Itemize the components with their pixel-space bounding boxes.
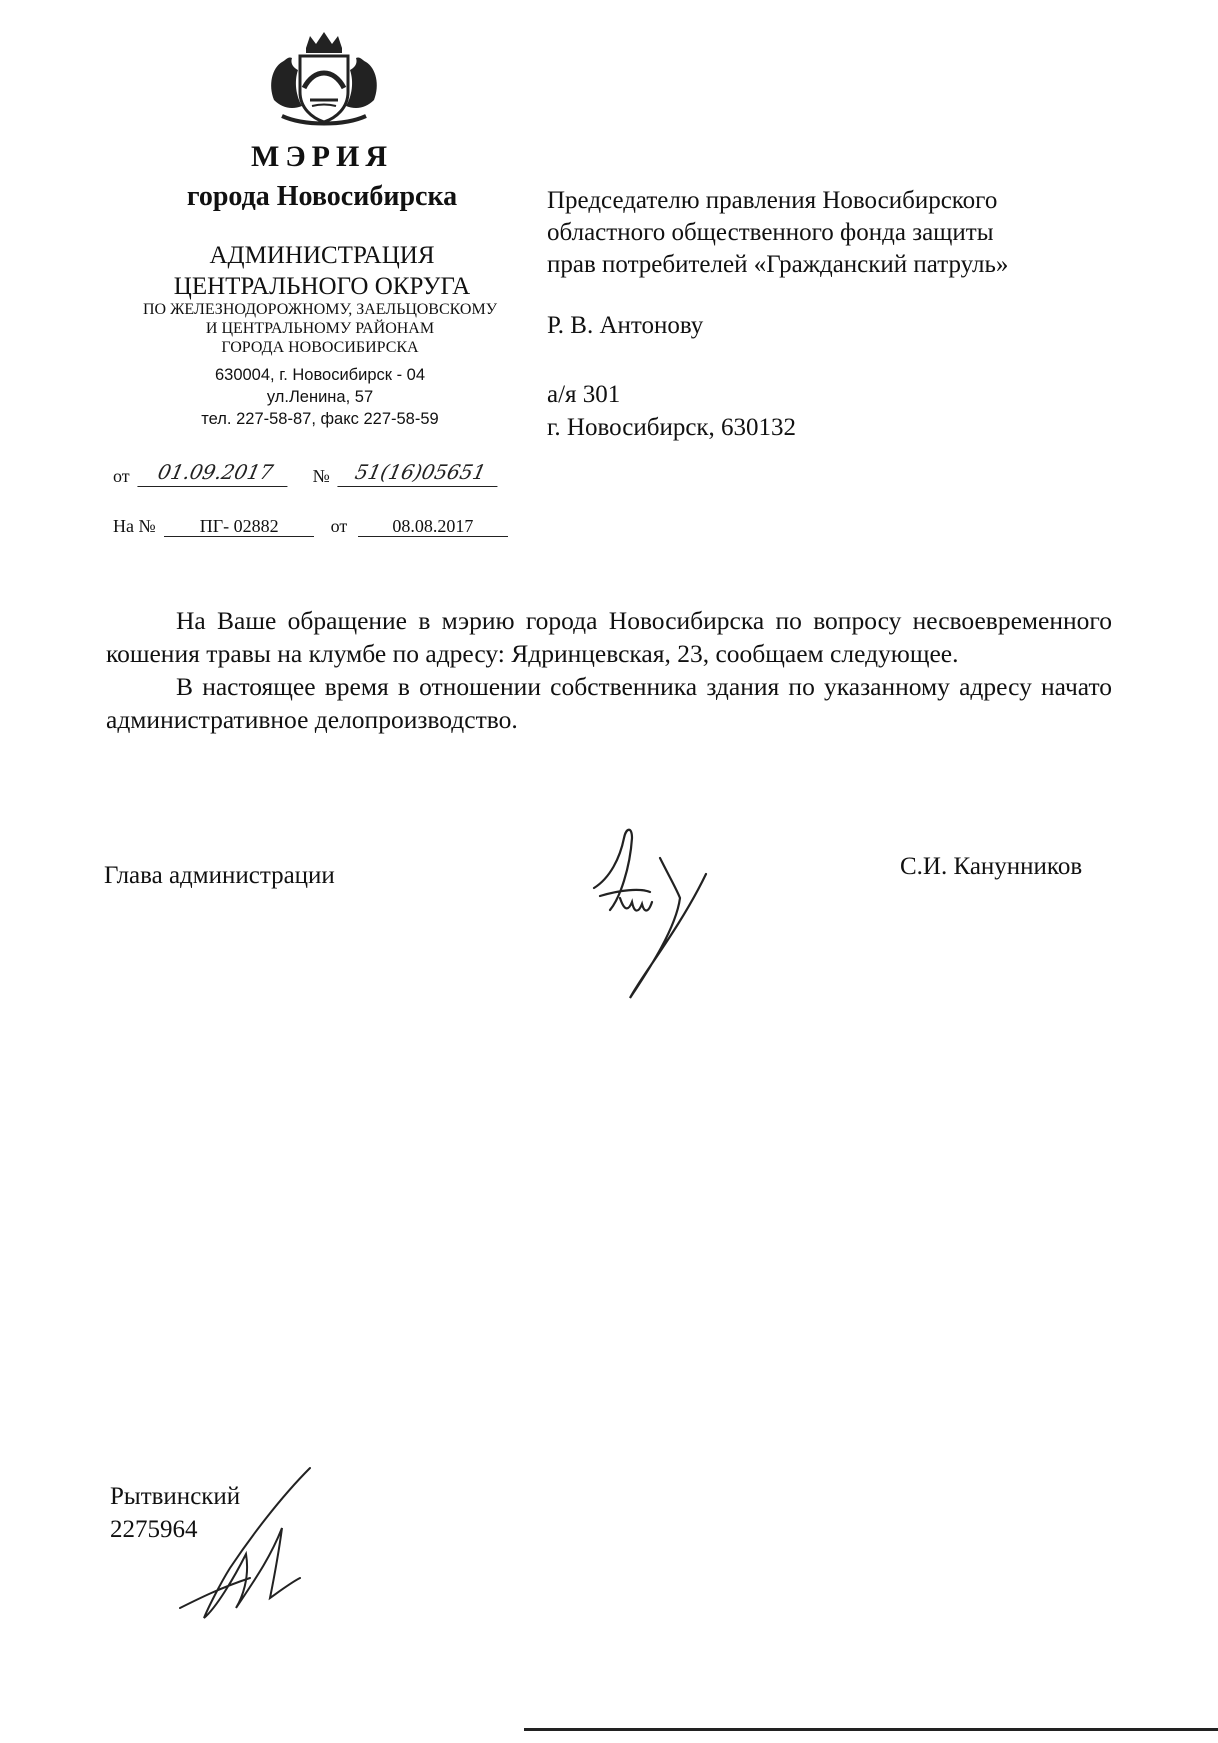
city-coat-of-arms-emblem — [264, 30, 384, 130]
handwritten-signature — [580, 818, 740, 1008]
contacts-block — [140, 364, 500, 430]
administration-line-2: ЦЕНТРАЛЬНОГО ОКРУГА — [173, 273, 471, 300]
executor-phone: 2275964 — [110, 1516, 198, 1543]
page-bottom-rule — [524, 1728, 1218, 1731]
from-label: от — [113, 466, 130, 486]
reference-row — [113, 516, 508, 537]
addressee-line-2: областного общественного фонда защиты — [547, 219, 994, 246]
registration-number: 51(16)05651 — [338, 462, 503, 487]
administration-title — [132, 240, 512, 302]
body-paragraph-2: В настоящее время в отношении собственника здания по указанному адресу начато административное делопроизводство. — [106, 672, 1112, 734]
reply-date: 08.08.2017 — [358, 516, 508, 537]
addressee-line-3: прав потребителей «Гражданский патруль» — [547, 251, 1009, 278]
districts-line-3: ГОРОДА НОВОСИБИРСКА — [221, 339, 419, 356]
registration-row — [113, 462, 500, 487]
reply-to-number: ПГ- 02882 — [164, 516, 314, 537]
addressee-postal — [547, 378, 796, 444]
city-name: города Новосибирска — [186, 181, 458, 212]
districts-line-2: И ЦЕНТРАЛЬНОМУ РАЙОНАМ — [205, 320, 435, 337]
mayor-office-title: МЭРИЯ — [251, 140, 393, 173]
addressee-line-1: Председателю правления Новосибирского — [547, 187, 998, 214]
administration-line-1: АДМИНИСТРАЦИЯ — [209, 242, 435, 269]
districts-line-1: ПО ЖЕЛЕЗНОДОРОЖНОМУ, ЗАЕЛЬЦОВСКОМУ — [142, 301, 498, 318]
street-address: ул.Ленина, 57 — [266, 388, 374, 406]
phone-fax: тел. 227-58-87, факс 227-58-59 — [201, 410, 439, 428]
addressee-name: Р. В. Антонову — [547, 312, 704, 339]
postal-address: 630004, г. Новосибирск - 04 — [214, 366, 426, 384]
reply-to-label: На № — [113, 516, 156, 536]
executor-initials — [160, 1458, 360, 1628]
addressee-position — [547, 185, 1092, 281]
districts-block — [100, 300, 540, 357]
body-paragraph-1: На Ваше обращение в мэрию города Новосибирска по вопросу несвоевременного кошения травы на клумбе по адресу: Ядринцевская, 23, сообщаем следующее. — [106, 606, 1112, 668]
po-box: а/я 301 — [547, 381, 621, 408]
letter-body — [106, 604, 1112, 736]
reply-from-label: от — [330, 516, 348, 536]
number-label: № — [312, 466, 330, 486]
signatory-title: Глава администрации — [104, 862, 335, 889]
registration-date: 01.09.2017 — [137, 462, 292, 487]
executor-name: Рытвинский — [110, 1483, 241, 1510]
addressee-city: г. Новосибирск, 630132 — [547, 414, 797, 441]
signatory-name: С.И. Канунников — [900, 853, 1083, 880]
